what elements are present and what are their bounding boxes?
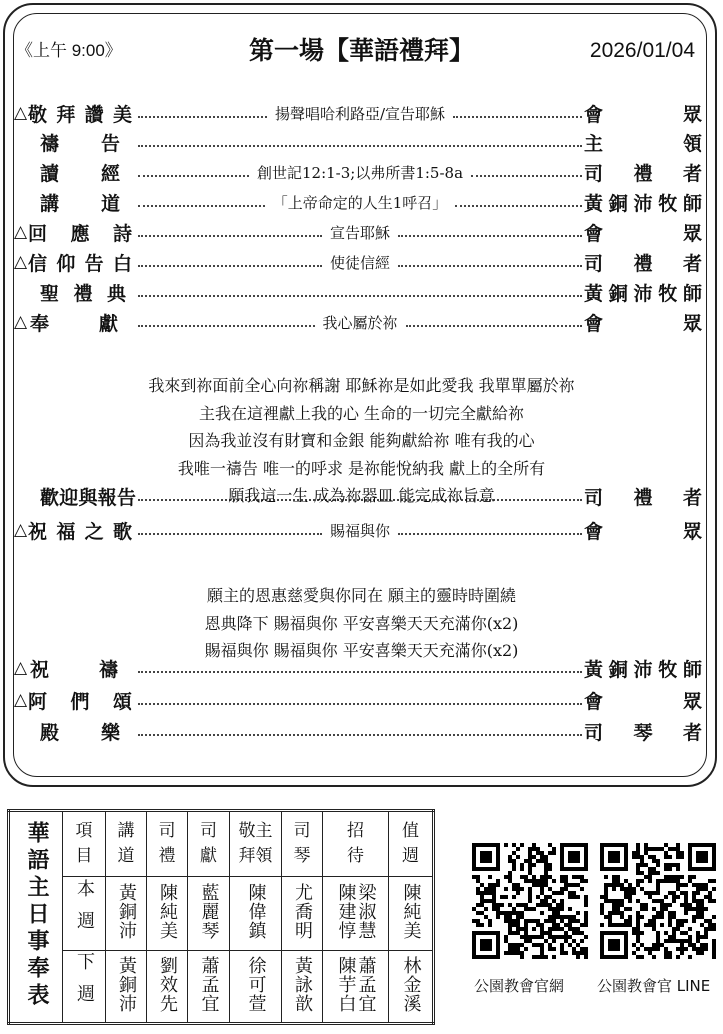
order-item-role-char: 牧 (658, 282, 678, 305)
order-item-name-char: 與 (78, 486, 98, 509)
roster-cell-name: 陳純美 (157, 882, 178, 940)
roster-header-text: 目 (75, 846, 93, 867)
roster-header (147, 811, 188, 877)
roster-header-text: 招 (347, 821, 364, 842)
order-item-name-char: 白 (112, 252, 132, 275)
order-item-role-char: 會 (584, 690, 604, 713)
roster-header-text: 拜領 (238, 846, 273, 867)
service-roster-table (7, 809, 435, 1025)
triangle-mark: △ (14, 222, 28, 242)
roster-cell-name: 陳建惇 (335, 882, 357, 940)
order-item-role-char: 沛 (633, 658, 653, 681)
order-item-role-char: 者 (682, 486, 702, 509)
roster-row-next-week (9, 950, 434, 1023)
order-item-role-char: 眾 (682, 103, 702, 126)
order-item-role-char: 司 (584, 162, 604, 185)
order-item-name-char: 樂 (100, 721, 120, 744)
order-item-role-char: 沛 (633, 282, 653, 305)
roster-title: 華語主日事奉表 (9, 811, 63, 1024)
order-item-role-char: 黃 (584, 282, 604, 305)
dotted-leader (138, 734, 582, 736)
service-time: 《上午 9:00》 (16, 41, 122, 60)
roster-cell (323, 950, 389, 1023)
order-item-detail: 宣告耶穌 (330, 223, 391, 242)
roster-cell (147, 950, 188, 1023)
order-item (14, 685, 702, 715)
order-item-role-char: 司 (584, 252, 604, 275)
lyric-line: 恩典降下 賜福與你 平安喜樂天天充滿你(x2) (204, 613, 519, 633)
order-item-name-char: 敬 (28, 103, 48, 126)
lyric-line: 願我這一生 成為祢器皿 能完成祢旨意 (228, 486, 495, 505)
dotted-leader (138, 116, 267, 118)
order-item-name-char: 回 (28, 222, 48, 245)
lyric-line: 賜福與你 賜福與你 平安喜樂天天充滿你(x2) (204, 641, 519, 660)
order-item-role-char: 領 (682, 132, 702, 155)
order-item-name-char: 阿 (28, 690, 48, 713)
order-item-role-char: 眾 (683, 520, 703, 543)
order-item (14, 187, 702, 217)
roster-header-text: 司 (158, 821, 176, 842)
order-item-name-char: 信 (28, 252, 48, 275)
dotted-leader (453, 116, 582, 118)
dotted-leader (138, 703, 582, 705)
roster-header (230, 811, 282, 877)
order-item-role-char: 銅 (608, 658, 628, 681)
order-item-role-char: 眾 (683, 222, 703, 245)
offering-song-lyrics (0, 372, 723, 510)
order-item-name-char: 典 (106, 282, 126, 305)
order-item (14, 716, 702, 746)
order-item-name-char: 獻 (98, 312, 118, 335)
roster-cell-name: 蕭孟宜 (355, 955, 377, 1013)
roster-cell (230, 950, 282, 1023)
roster-cell (147, 877, 188, 950)
roster-header-text: 禮 (158, 846, 176, 867)
dotted-leader (138, 295, 582, 297)
order-item-name-char: 祝 (30, 658, 50, 681)
lyric-line: 因為我並沒有財寶和金銀 能夠獻給祢 唯有我的心 (188, 431, 535, 450)
roster-cell (389, 877, 434, 950)
roster-header (106, 811, 147, 877)
roster-cell-name: 陳芋白 (335, 955, 357, 1013)
triangle-mark: △ (14, 312, 28, 332)
order-item-name-char: 應 (70, 222, 90, 245)
qr-code-icon[interactable] (600, 843, 716, 959)
lyric-line: 我來到祢面前全心向祢稱謝 耶穌祢是如此愛我 我單單屬於祢 (148, 376, 575, 395)
roster-header-text: 獻 (200, 846, 217, 867)
order-item-name-char: 祝 (28, 520, 48, 543)
dotted-leader (138, 533, 322, 535)
order-item-role (584, 100, 702, 127)
order-item-name (28, 718, 136, 745)
order-item-name-char: 詩 (112, 222, 132, 245)
order-item-name-char: 殿 (40, 721, 60, 744)
order-item-name-char: 讀 (40, 162, 60, 185)
order-item-role-char: 銅 (608, 282, 628, 305)
roster-header-text: 待 (347, 846, 364, 867)
order-item-role-char: 會 (584, 520, 604, 543)
roster-header-text: 琴 (293, 846, 311, 867)
order-item (14, 98, 702, 128)
order-item-detail: 賜福與你 (330, 521, 391, 540)
blessing-song-lyrics (0, 582, 723, 665)
order-item-name-char: 禮 (73, 282, 93, 305)
order-item-role-char: 禮 (633, 486, 653, 509)
dotted-leader (138, 235, 322, 237)
order-item-role-char: 者 (682, 252, 702, 275)
roster-cell-name: 陳偉鎮 (245, 882, 267, 940)
qr-code-icon[interactable] (472, 843, 588, 959)
order-item (14, 515, 702, 545)
roster-header (188, 811, 230, 877)
order-item-name-char: 美 (112, 103, 132, 126)
order-item-role-char: 牧 (658, 192, 678, 215)
roster-cell-name: 尤喬明 (292, 882, 313, 940)
order-item-role-char: 銅 (608, 192, 628, 215)
order-item-name-char: 福 (56, 520, 76, 543)
order-item (14, 307, 702, 337)
dotted-leader (398, 265, 582, 267)
order-item-detail: 創世記12:1-3;以弗所書1:5-8a (256, 163, 464, 182)
order-item-name-char: 讚 (84, 103, 104, 126)
order-item-role-char: 主 (584, 132, 604, 155)
roster-header-text: 值 (402, 821, 419, 842)
order-item (14, 217, 702, 247)
roster-header-text: 司 (200, 821, 217, 842)
roster-cell (282, 950, 323, 1023)
roster-row-label (63, 950, 106, 1023)
roster-header (389, 811, 434, 877)
order-item-name-char: 禱 (40, 132, 60, 155)
order-item-role-char: 琴 (633, 721, 653, 744)
order-item-name (28, 309, 136, 336)
roster-cell-name: 黃銅沛 (116, 955, 137, 1013)
order-item-name-char: 道 (100, 192, 120, 215)
roster-cell-name: 劉效先 (157, 955, 178, 1013)
dotted-leader (138, 671, 582, 673)
dotted-leader (398, 533, 582, 535)
page-title: 第一場【華語禮拜】 (248, 36, 474, 65)
order-item-role-char: 沛 (633, 192, 653, 215)
order-item-role-char: 司 (584, 486, 604, 509)
order-item-role-char: 師 (682, 282, 702, 305)
dotted-leader (406, 325, 583, 327)
order-item-role-char: 會 (584, 103, 604, 126)
order-item-name-char: 奉 (30, 312, 50, 335)
order-item-name-char: 們 (70, 690, 90, 713)
order-item-name-char: 講 (40, 192, 60, 215)
order-item-role (584, 219, 702, 246)
roster-cell (389, 950, 434, 1023)
dotted-leader (138, 145, 582, 147)
order-item-role (584, 249, 702, 276)
order-item-role-char: 會 (584, 312, 604, 335)
dotted-leader (138, 325, 315, 327)
lyric-line: 主我在這裡獻上我的心 生命的一切完全獻給祢 (198, 403, 525, 423)
roster-header-text: 敬主 (238, 821, 273, 842)
order-item-name-char: 之 (84, 520, 104, 543)
roster-cell (282, 877, 323, 950)
order-item (14, 247, 702, 277)
order-item (14, 157, 702, 187)
order-item-name-char: 告 (84, 252, 104, 275)
roster-cell-name: 蕭孟宜 (198, 955, 220, 1013)
dotted-leader (398, 235, 582, 237)
dotted-leader (138, 175, 249, 177)
order-item-role (584, 279, 702, 306)
dotted-leader (471, 175, 582, 177)
order-item-role-char: 師 (682, 192, 702, 215)
order-item (14, 127, 702, 157)
roster-row-label-text: 本週 (74, 879, 95, 944)
order-item-name-char: 經 (100, 162, 120, 185)
order-item-name-char: 聖 (40, 282, 60, 305)
order-item-name-char: 禱 (98, 658, 118, 681)
triangle-mark: △ (14, 252, 28, 272)
lyric-line: 願主的恩惠慈愛與你同在 願主的靈時時圍繞 (206, 586, 517, 605)
order-item-name (28, 159, 136, 186)
roster-header-text: 項 (75, 821, 93, 842)
order-item-name-char: 歡 (40, 486, 60, 509)
order-item-role-char: 牧 (658, 658, 678, 681)
roster-cell (188, 950, 230, 1023)
order-item-role-char: 眾 (682, 690, 702, 713)
order-item-name (28, 189, 136, 216)
dotted-leader (138, 205, 265, 207)
roster-cell-name: 梁淑慧 (355, 882, 377, 940)
triangle-mark: △ (14, 103, 28, 123)
roster-header (323, 811, 389, 877)
order-item-name-char: 報 (97, 486, 117, 509)
triangle-mark: △ (14, 658, 28, 678)
order-item-name-char: 迎 (59, 486, 79, 509)
triangle-mark: △ (14, 690, 28, 710)
roster-cell-name: 黃詠歆 (292, 955, 313, 1013)
order-item-role (584, 718, 702, 745)
roster-cell (230, 877, 282, 950)
roster-cell-name: 陳純美 (400, 882, 422, 940)
roster-cell (106, 950, 147, 1023)
roster-cell (323, 877, 389, 950)
roster-header-item (63, 811, 106, 877)
roster-row-label-text: 下週 (74, 952, 95, 1017)
order-item-role (584, 129, 702, 156)
roster-header (282, 811, 323, 877)
order-item (14, 277, 702, 307)
order-item-name (28, 517, 136, 544)
roster-header-text: 司 (293, 821, 311, 842)
order-item-role (584, 517, 702, 544)
order-item-name (28, 687, 136, 714)
order-item-name-char: 告 (100, 132, 120, 155)
order-item-name (28, 249, 136, 276)
order-item-name-char: 仰 (56, 252, 76, 275)
lyric-line: 我唯一禱告 唯一的呼求 是祢能悅納我 獻上的全所有 (177, 458, 546, 478)
roster-row-label (63, 877, 106, 950)
order-item-role-char: 者 (682, 162, 702, 185)
order-item-role (584, 309, 702, 336)
roster-header-text: 週 (402, 846, 419, 867)
order-item-name (28, 219, 136, 246)
roster-cell-name: 藍麗琴 (198, 882, 220, 940)
order-item-role-char: 黃 (584, 658, 604, 681)
order-item-name (28, 279, 136, 306)
roster-header-text: 講 (117, 821, 135, 842)
order-item-detail: 使徒信經 (330, 253, 391, 272)
order-item-role-char: 眾 (683, 312, 703, 335)
roster-cell-name: 林金溪 (400, 955, 422, 1013)
roster-header-text: 道 (117, 846, 135, 867)
order-item-name-char: 告 (116, 486, 136, 509)
order-item-role-char: 司 (584, 721, 604, 744)
order-item-role-char: 師 (682, 658, 702, 681)
roster-row-this-week (9, 877, 434, 950)
order-item-role-char: 黃 (584, 192, 604, 215)
roster-cell-name: 徐可萱 (245, 955, 267, 1013)
roster-cell (106, 877, 147, 950)
order-item-detail: 我心屬於祢 (322, 313, 398, 332)
order-item-role (584, 687, 702, 714)
order-item-name (28, 129, 136, 156)
order-item-detail: 「上帝命定的人生1呼召」 (272, 193, 448, 212)
dotted-leader (455, 205, 582, 207)
dotted-leader (138, 265, 322, 267)
order-item-name-char: 歌 (112, 520, 132, 543)
order-item-role (584, 189, 702, 216)
service-date: 2026/01/04 (589, 39, 695, 62)
qr-label-website: 公園教會官網 (474, 977, 565, 995)
roster-cell-name: 黃銅沛 (116, 882, 137, 940)
order-item-name (28, 100, 136, 127)
order-item-detail: 揚聲唱哈利路亞/宣告耶穌 (274, 104, 446, 123)
order-item-role-char: 者 (682, 721, 702, 744)
order-item-role-char: 禮 (633, 162, 653, 185)
order-item-role (584, 159, 702, 186)
order-item-role-char: 禮 (633, 252, 653, 275)
order-item-name-char: 拜 (56, 103, 76, 126)
triangle-mark: △ (14, 520, 28, 540)
order-item-name-char: 頌 (112, 690, 132, 713)
order-item-role-char: 會 (584, 222, 604, 245)
qr-label-line: 公園教會官 LINE (597, 977, 711, 995)
roster-cell (188, 877, 230, 950)
